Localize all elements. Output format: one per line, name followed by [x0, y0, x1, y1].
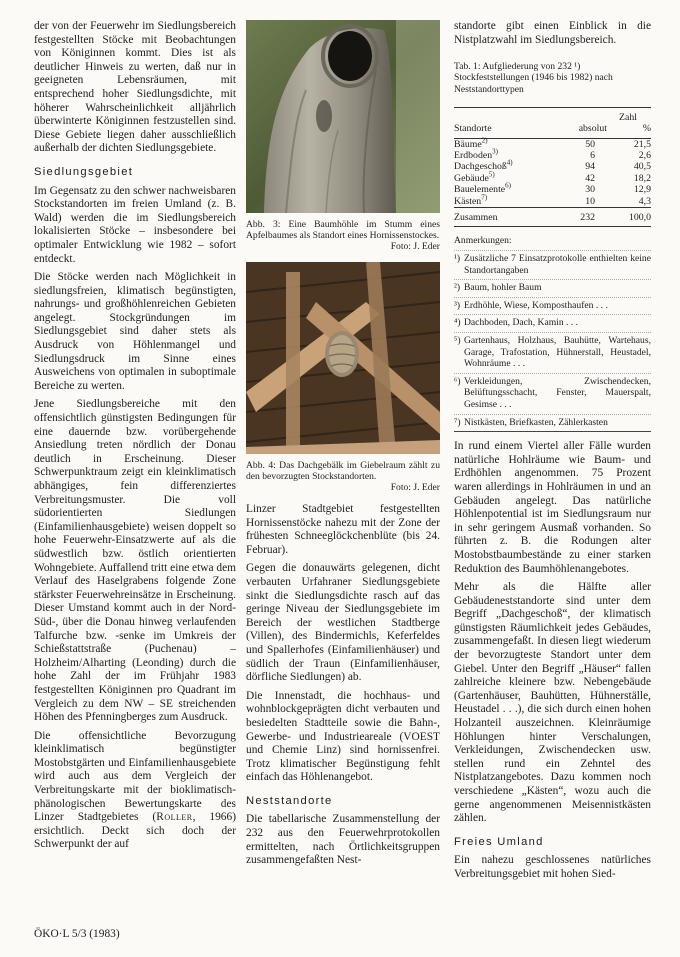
table-header-cell: %	[642, 123, 651, 135]
footnote-ref: 5)	[488, 170, 495, 179]
figure-3-caption	[246, 219, 440, 252]
note-marker: ⁵)	[454, 335, 461, 347]
footnote-ref: 6)	[505, 181, 511, 190]
standort-cell	[454, 193, 557, 208]
paragraph: Jene Siedlungsbereiche mit den offensichtlich günstigsten Bedingungen für eine dauernde bzw. vorübergehende Ansiedlung treten nördlich der Donau deutlich in Erscheinung. Dieser Schwerpunktraum zeigt ein kleinklimatisch abhängiges, fein differenziertes Verbreitungsmuster. Die voll südorientierten Siedlungen (Einfamilienhausgebiete) weisen doppelt so hohe Feuerwehr-Einsatzwerte auf als die südwestlich bzw. östlich orientierten Wohngebiete. Auffallend tritt eine etwa dem Verlauf des Haselgrabens folgende Zone stärkster Feuerwehreinsätze in Erscheinung. Dieser Umstand kommt auch in der Nord-Süd-, über die Donau hinweg verlaufenden Talfurche bzw. -senke im Umkreis der Schießstattstraße (Puchenau) – Holzheim/Alharting (Leonding) durch die hohe Zahl der im Frühjahr 1983 festgestellten Königinnen pro Quadrant im Vergleich zu dem NW – SE streichenden Höhen des Pfenningberges zum Ausdruck.	[34, 398, 236, 724]
note-text: Gartenhaus, Holzhaus, Bauhütte, Wartehaus, Garage, Trafostation, Hühnerstall, Heustadel, Wohnräume . . .	[464, 335, 651, 370]
section-heading-freies-umland: Freies Umland	[454, 835, 544, 848]
table-row	[454, 150, 651, 161]
photo-credit: Foto: J. Eder	[390, 241, 440, 252]
total-absolute-cell: 232	[580, 212, 595, 224]
absolute-count-cell: 6	[590, 150, 595, 162]
table-header-group: Zahl	[619, 111, 637, 123]
standort-cell	[454, 147, 557, 162]
percent-cell: 4,3	[638, 195, 651, 207]
text-run: , 1966) ersichtlich. Deckt sich doch der Schwerpunkt der auf	[34, 811, 236, 851]
stock-location-table	[454, 107, 651, 228]
percent-cell: 2,6	[638, 150, 651, 162]
table-row	[454, 161, 651, 172]
table-header-cell: absolut	[578, 123, 607, 135]
table-caption: Tab. 1: Aufgliederung von 232 ¹) Stockfeststellungen (1946 bis 1982) nach Neststandorttypen	[454, 61, 613, 95]
paragraph: Die Stöcke werden nach Möglichkeit in siedlungsfreien, klimatisch begünstigten, nahrungs- und großhöhlenreichen Gebieten angelegt. Stockgründungen im Siedlungsgebiet sind daher stets als Ausdruck von Höhlenmangel und Siedlungsdruck im Sinne eines Ausweichens von optimalen in suboptimale Bereiche zu werten.	[34, 271, 236, 392]
paragraph: Die Innenstadt, die hochhaus- und wohnblockgeprägten dicht verbauten und besiedelten Stadtteile sowie die Bahn-, Gewerbe- und Industrieareale (VOEST und Chemie Linz) sind hornissenfrei. Trotz klimatischer Begünstigung fehlt einfach das Höhlenangebot.	[246, 689, 440, 784]
standort-cell	[454, 161, 557, 172]
standort-label: Kästen	[454, 195, 482, 207]
percent-cell: 21,5	[633, 138, 651, 150]
text-run: Die offensichtliche Bevorzugung kleinklimatisch begünstigter Mostobstgärten und Einfamilienhausgebiete wird auch aus dem Vergleich der Verbreitungskarte mit der bioklimatisch-phänologischen Bewertungskarte des Linzer Stadtgebietes (	[34, 729, 236, 824]
figure-3-photo	[246, 20, 440, 213]
total-percent-cell: 100,0	[628, 212, 651, 224]
figure-4-photo	[246, 262, 440, 454]
note-marker: ²)	[454, 282, 461, 294]
standort-cell	[454, 138, 557, 150]
paragraph: Im Gegensatz zu den schwer nachweisbaren Stockstandorten im freien Umland (z. B. Wald) werden die im Siedlungsbereich lokalisierten Stöcke – insbesondere bei optimaler Entwicklung wie 1982 – sofort entdeckt.	[34, 184, 236, 265]
table-total-row	[454, 208, 651, 227]
note-marker: ³)	[454, 299, 461, 311]
note-marker: ⁴)	[454, 317, 461, 329]
note-text: Baum, hohler Baum	[464, 282, 542, 294]
absolute-count-cell: 42	[585, 172, 595, 184]
note-text: Dachboden, Dach, Kamin . . .	[464, 317, 579, 329]
note-marker: ⁷)	[454, 416, 461, 428]
table-note	[454, 374, 651, 415]
footnote-ref: 2)	[481, 136, 488, 145]
absolute-count-cell: 50	[585, 138, 595, 150]
standort-label: Dachgeschoß	[454, 161, 507, 173]
paragraph	[34, 730, 236, 852]
column-middle	[246, 20, 440, 873]
paragraph: Linzer Stadtgebiet festgestellten Hornissenstöcke nahezu mit der Zone der frühesten Schneeglöckchenblüte (bis 24. Februar).	[246, 503, 440, 556]
table-note	[454, 251, 651, 280]
standort-label: Bäume	[454, 138, 482, 150]
standort-label: Bauelemente	[454, 184, 506, 196]
table-header-cell	[454, 107, 557, 123]
paragraph: Gegen die donauwärts gelegenen, dicht verbauten Urfahraner Siedlungsgebiete sinkt die Siedlungsdichte rasch auf das geringe Niveau der Siedlungsgebiete im Bereich der westlichen Stadtberge (Villen), des Bindermichls, Keferfeldes und Spallerhofes (Einfamilienhäuser) und südlich der Traun (Einfamilienhäuser, dörfliche Siedlungen) ab.	[246, 562, 440, 684]
percent-cell: 40,5	[633, 161, 651, 173]
table-note	[454, 298, 651, 316]
paragraph: Die tabellarische Zusammenstellung der 232 aus den Feuerwehrprotokollen ermittelten, nach Örtlichkeitsgruppen zusammengefaßten Nest-	[246, 813, 440, 867]
paragraph: Mehr als die Hälfte aller Gebäudeneststandorte sind unter dem Begriff „Dachgeschoß“, der klimatisch günstigsten Räumlichkeit jedes Gebäudes, zusammengefaßt. In diesen liegt wiederum der bevorzugteste Standort unter dem Giebel. Unter den Begriff „Häuser“ fallen zahlreiche kleinere bzw. Nebengebäude (Gartenhäuser, Bauhütten, Hühnerställe, Heustadel . . .), die sich durch einen hohen Holzanteil auszeichnen. Kleinräumige Höhlungen hinter Verschalungen, Verkleidungen, Zwischendecken usw. stellen rund ein Zehntel des Nistplatzangebotes. Dazu kommen noch verschiedene „Kästen“, wozu auch die gerne angenommenen Meisennistkästen zählen.	[454, 581, 651, 825]
column-left	[34, 20, 236, 857]
note-marker: ¹)	[454, 253, 461, 265]
table-row	[454, 138, 651, 150]
roof-beams-photo	[246, 262, 440, 454]
total-label-cell: Zusammen	[454, 212, 498, 224]
section-heading-siedlungsgebiet: Siedlungsgebiet	[34, 165, 134, 178]
citation-author: Roller	[156, 811, 193, 824]
standort-label: Gebäude	[454, 172, 489, 184]
paragraph: der von der Feuerwehr im Siedlungsbereich festgestellten Stöcke mit Beobachtungen von Königinnen kommt. Dies ist als deutlicher Hinweis zu werten, daß nur in geeigneten Lebensräumen, mit entsprechend hoher Siedlungsdichte, mit höherer Wahrscheinlichkeit alljährlich überwinterte Königinnen festzustellen sind. Diese Gebiete liegen daher ausschließlich außerhalb der dichten Siedlungsgebiete.	[34, 20, 236, 155]
note-marker: ⁶)	[454, 375, 461, 387]
caption-text: Abb. 4: Das Dachgebälk im Giebelraum zählt zu den bevorzugten Stockstandorten.	[246, 460, 440, 482]
note-text: Verkleidungen, Zwischendecken, Belüftungsschacht, Fenster, Mauerspalt, Gesimse . . .	[464, 375, 651, 410]
journal-footer: ÖKO·L 5/3 (1983)	[34, 928, 120, 940]
section-heading-neststandorte: Neststandorte	[246, 794, 333, 807]
table-note	[454, 315, 651, 333]
paragraph: Ein nahezu geschlossenes natürliches Verbreitungsgebiet mit hohen Sied-	[454, 854, 651, 880]
photo-credit: Foto: J. Eder	[390, 482, 440, 493]
note-text: Nistkästen, Briefkasten, Zählerkasten	[464, 416, 608, 428]
absolute-count-cell: 30	[585, 184, 595, 196]
table-note	[454, 280, 651, 298]
percent-cell: 18,2	[633, 172, 651, 184]
note-text: Erdhöhle, Wiese, Komposthaufen . . .	[464, 299, 608, 311]
footnote-ref: 7)	[481, 193, 488, 202]
table-note	[454, 333, 651, 374]
percent-cell: 12,9	[633, 184, 651, 196]
table-row	[454, 196, 651, 208]
footnote-ref: 4)	[506, 159, 513, 168]
table-header-cell: Standorte	[454, 123, 492, 135]
note-text: Zusätzliche 7 Einsatzprotokolle enthielten keine Standortangaben	[464, 253, 651, 276]
absolute-count-cell: 94	[585, 161, 595, 173]
absolute-count-cell: 10	[585, 195, 595, 207]
standort-cell	[454, 181, 557, 196]
notes-list	[454, 250, 651, 432]
paragraph: In rund einem Viertel aller Fälle wurden natürliche Hohlräume wie Baum- und Erdhöhlen angenommen. 75 Prozent waren allerdings in Hohlräumen in und an Gebäuden angelegt. Das natürliche Höhlenpotential ist im Siedlungsraum nur in sehr geringem Ausmaß vorhanden. So führten z. B. die Rodungen alter Mostobstbaumbestände zu einer starken Reduktion des Baumhöhlenangebotes.	[454, 440, 651, 575]
standort-label: Erdboden	[454, 150, 493, 162]
footnote-ref: 3)	[492, 147, 498, 156]
caption-text: Abb. 3: Eine Baumhöhle im Stumm eines Apfelbaumes als Standort eines Hornissenstockes.	[246, 219, 440, 241]
paragraph: standorte gibt einen Einblick in die Nistplatzwahl im Siedlungsbereich.	[454, 20, 651, 46]
table-notes	[454, 235, 651, 432]
table-header-row	[454, 107, 651, 123]
column-right	[454, 20, 651, 887]
notes-title: Anmerkungen:	[454, 235, 512, 247]
tree-hollow-photo	[246, 20, 440, 213]
figure-4-caption	[246, 460, 440, 493]
table-note	[454, 415, 651, 433]
table-row	[454, 173, 651, 184]
